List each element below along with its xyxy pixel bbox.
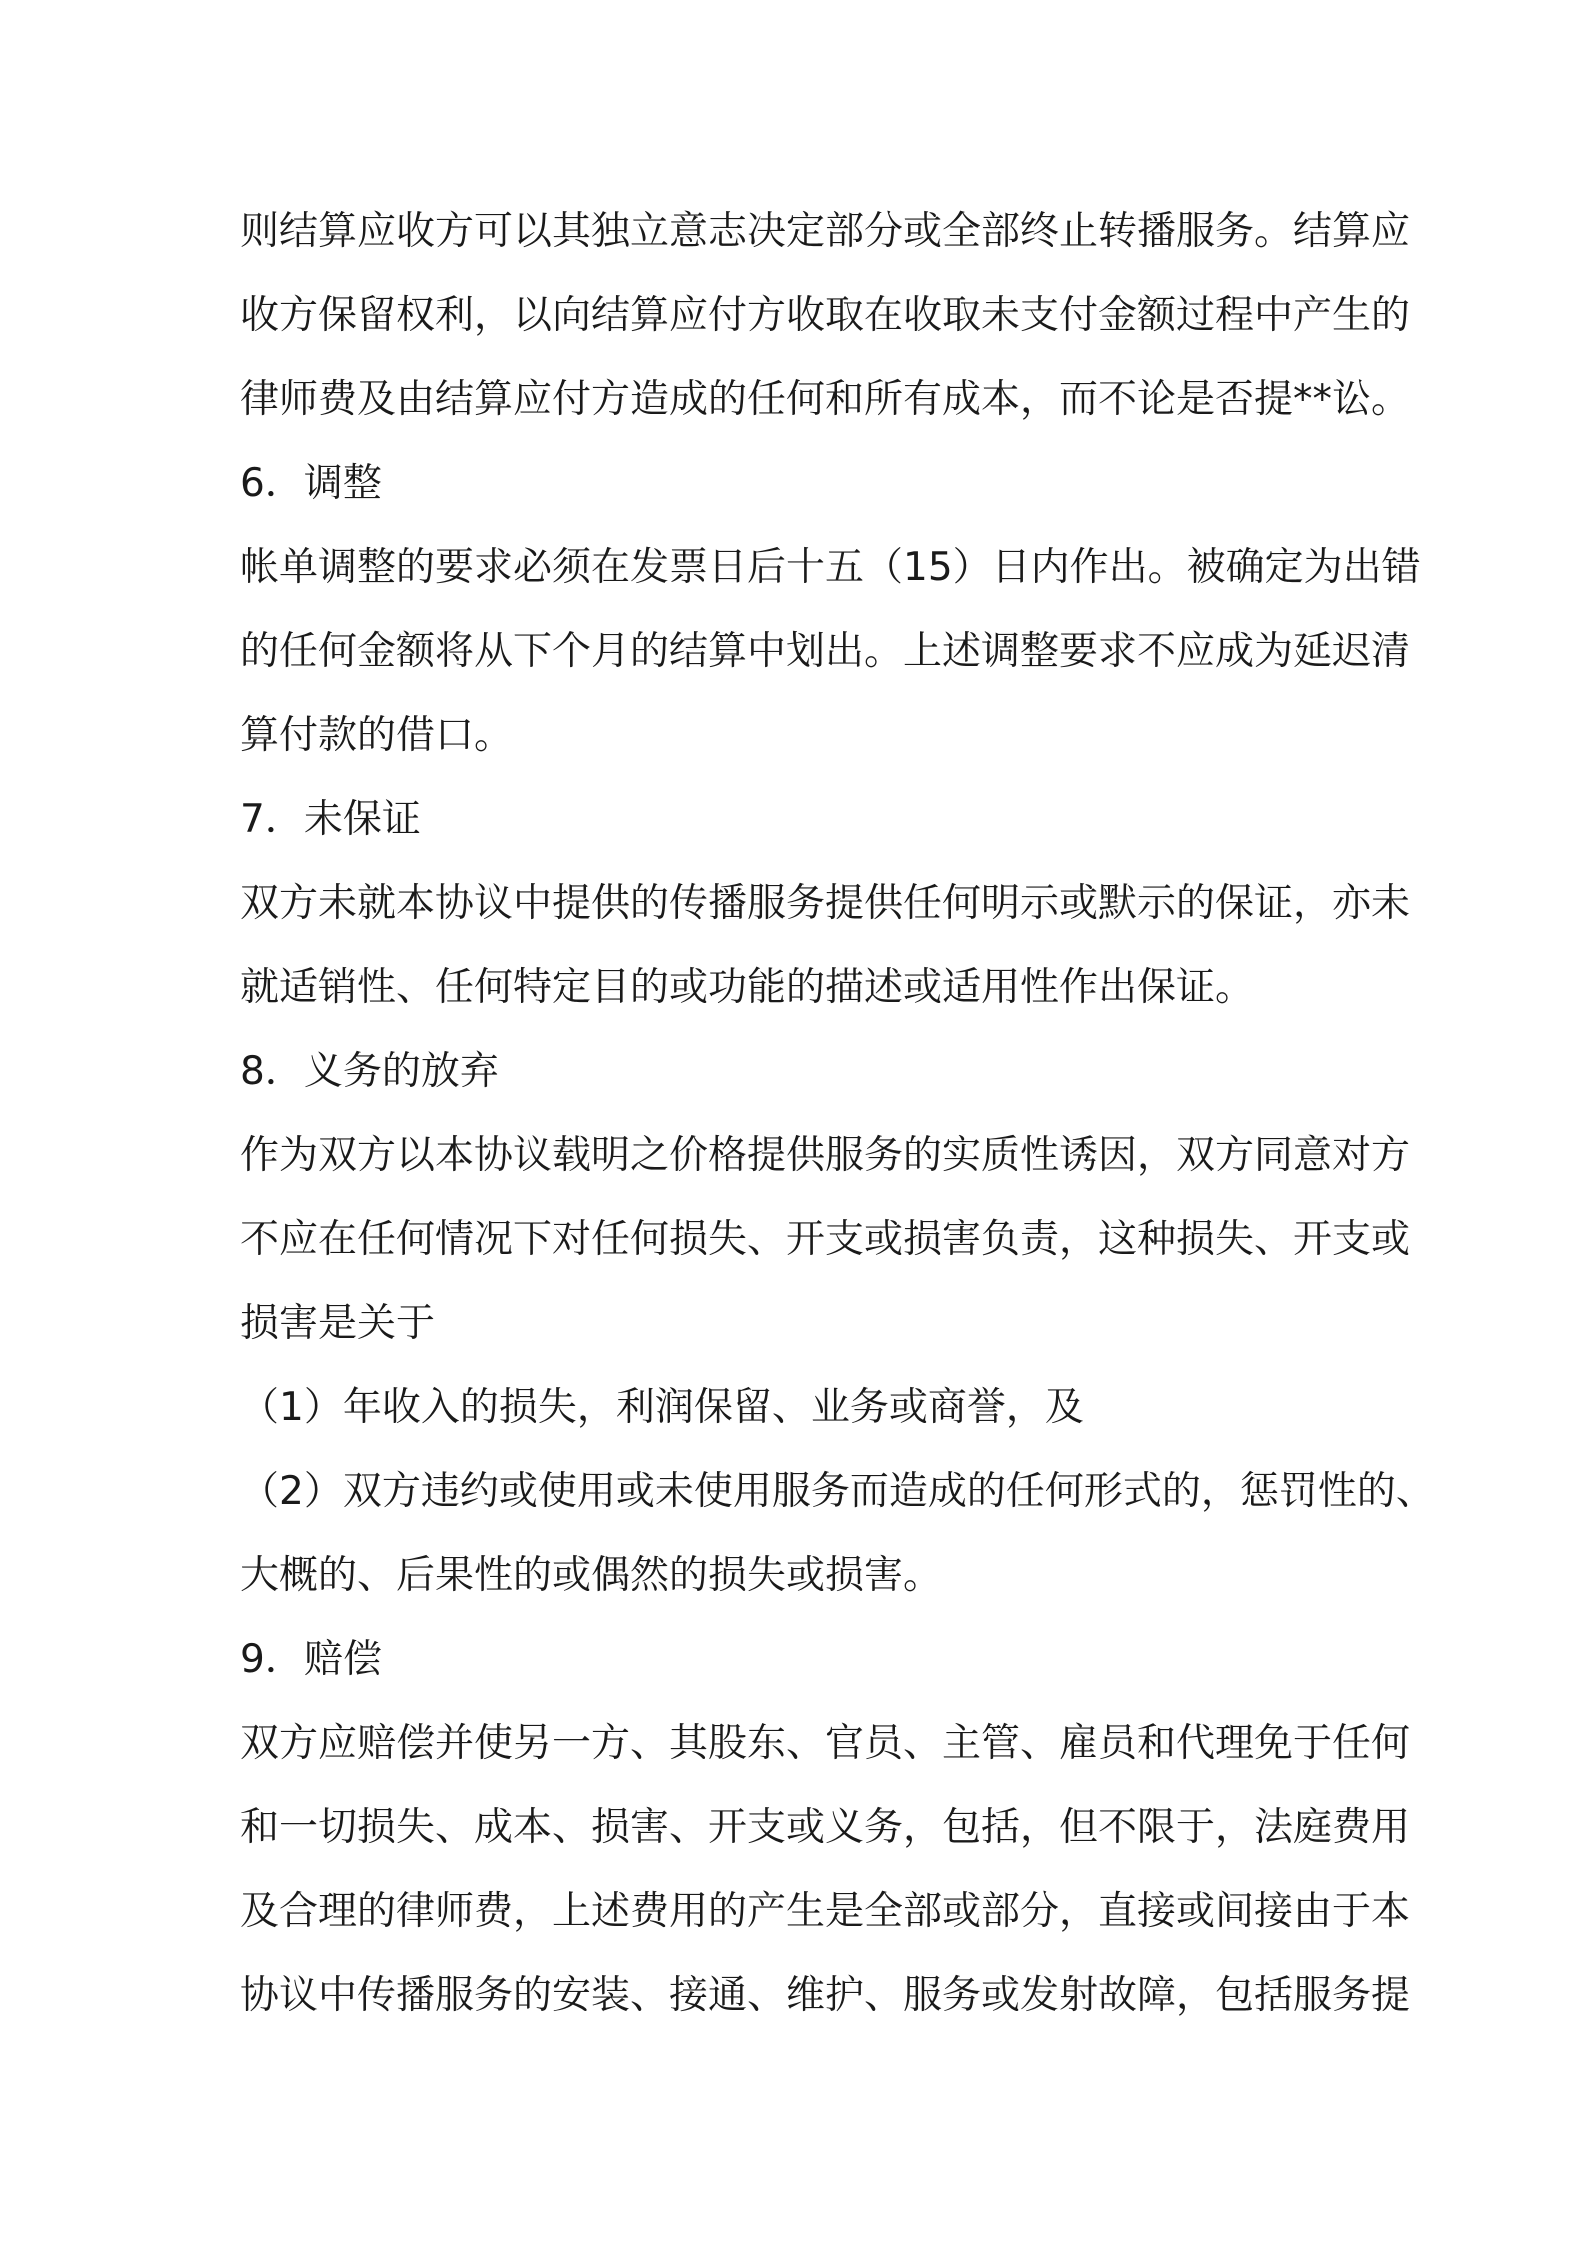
section-heading-no-warranty: 7．未保证 (240, 797, 421, 842)
paragraph-line: 的任何金额将从下个月的结算中划出。上述调整要求不应成为延迟清 (240, 629, 1411, 674)
paragraph-line: 和一切损失、成本、损害、开支或义务，包括，但不限于，法庭费用 (240, 1805, 1411, 1850)
paragraph-line: 作为双方以本协议载明之价格提供服务的实质性诱因，双方同意对方 (240, 1133, 1411, 1178)
section-heading-indemnity: 9．赔偿 (240, 1637, 382, 1682)
section-heading-adjustment: 6．调整 (240, 461, 382, 506)
paragraph-line: 大概的、后果性的或偶然的损失或损害。 (240, 1553, 943, 1598)
paragraph-line: 损害是关于 (240, 1301, 436, 1346)
paragraph-line: 律师费及由结算应付方造成的任何和所有成本，而不论是否提**讼。 (240, 377, 1411, 422)
document-body (240, 190, 1435, 2038)
paragraph-line: 协议中传播服务的安装、接通、维护、服务或发射故障，包括服务提 (240, 1973, 1411, 2018)
paragraph-line: 收方保留权利，以向结算应付方收取在收取未支付金额过程中产生的 (240, 293, 1411, 338)
paragraph-line: 及合理的律师费，上述费用的产生是全部或部分，直接或间接由于本 (240, 1889, 1411, 1934)
paragraph-line: 双方未就本协议中提供的传播服务提供任何明示或默示的保证，亦未 (240, 881, 1411, 926)
paragraph-line: 就适销性、任何特定目的或功能的描述或适用性作出保证。 (240, 965, 1255, 1010)
paragraph-line: 不应在任何情况下对任何损失、开支或损害负责，这种损失、开支或 (240, 1217, 1411, 1262)
paragraph-line: 双方应赔偿并使另一方、其股东、官员、主管、雇员和代理免于任何 (240, 1721, 1411, 1766)
paragraph-line: 帐单调整的要求必须在发票日后十五（15）日内作出。被确定为出错 (240, 545, 1421, 590)
paragraph-line: 算付款的借口。 (240, 713, 514, 758)
section-heading-waiver: 8．义务的放弃 (240, 1049, 499, 1094)
list-item-2: （2）双方违约或使用或未使用服务而造成的任何形式的，惩罚性的、 (240, 1469, 1435, 1514)
paragraph-line: 则结算应收方可以其独立意志决定部分或全部终止转播服务。结算应 (240, 209, 1411, 254)
list-item-1: （1）年收入的损失，利润保留、业务或商誉，及 (240, 1385, 1084, 1430)
